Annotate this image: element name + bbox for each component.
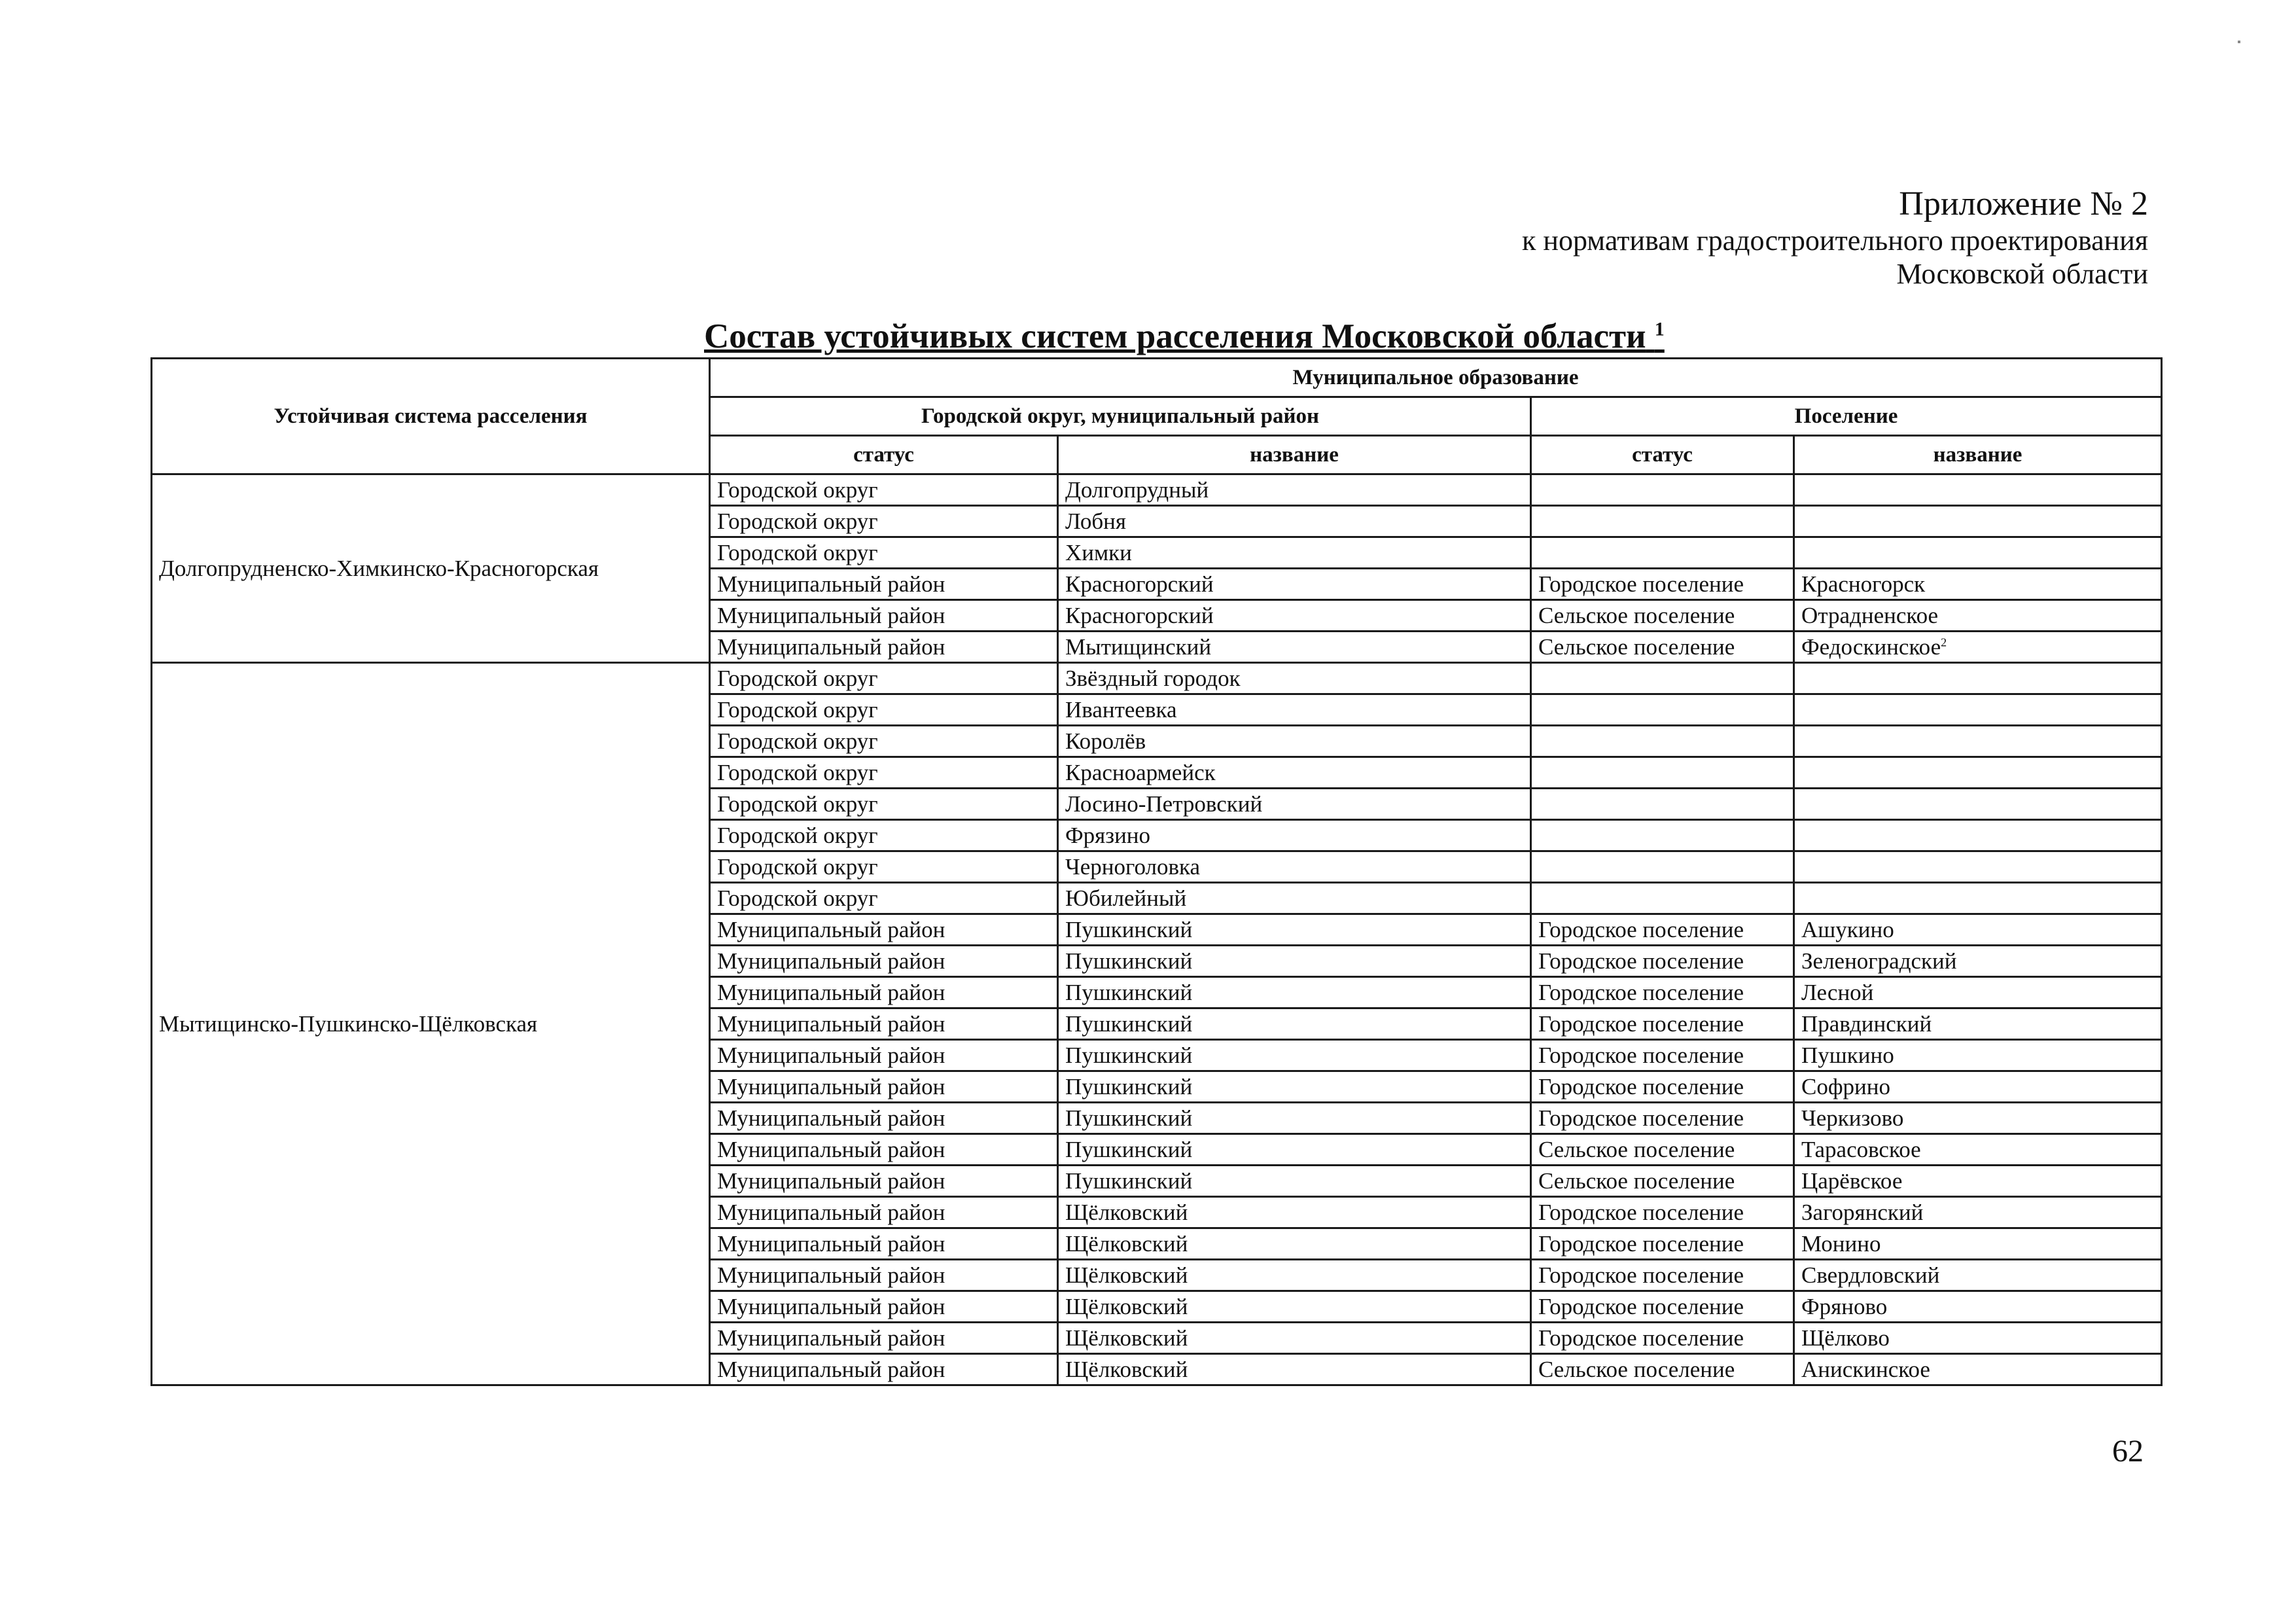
settlement-status-cell-text: Городское поселение (1538, 1262, 1744, 1288)
document-title (704, 317, 1665, 356)
settlement-name-cell (1794, 474, 2162, 506)
settlement-name-cell (1794, 694, 2162, 726)
district-name-cell-text: Щёлковский (1065, 1262, 1188, 1288)
settlement-name-cell-text: Ашукино (1801, 917, 1894, 942)
district-name-cell (1058, 600, 1531, 632)
district-name-cell (1058, 914, 1531, 946)
district-status-cell (710, 632, 1058, 663)
page-number: 62 (2112, 1434, 2144, 1469)
district-name-cell (1058, 1166, 1531, 1197)
settlement-name-cell-text: Царёвское (1801, 1168, 1903, 1194)
district-name-cell (1058, 1040, 1531, 1071)
table-row (152, 663, 2162, 694)
district-status-cell (710, 1323, 1058, 1354)
settlement-name-cell (1794, 506, 2162, 537)
settlement-status-cell (1531, 820, 1794, 851)
header-district-status: статус (710, 436, 1058, 474)
district-name-cell (1058, 977, 1531, 1008)
district-name-cell (1058, 851, 1531, 883)
district-status-cell (710, 600, 1058, 632)
header-settlement: Поселение (1531, 397, 2162, 436)
settlement-status-cell-text: Городское поселение (1538, 980, 1744, 1005)
district-status-cell (710, 914, 1058, 946)
table-row (152, 474, 2162, 506)
settlement-name-cell-text: Софрино (1801, 1074, 1890, 1099)
header-settlement-status: статус (1531, 436, 1794, 474)
settlement-name-cell (1794, 1166, 2162, 1197)
district-name-cell (1058, 537, 1531, 569)
appendix-header (1522, 185, 2148, 291)
settlement-status-cell (1531, 1228, 1794, 1260)
district-status-cell (710, 1040, 1058, 1071)
district-status-cell (710, 1008, 1058, 1040)
settlement-status-cell (1531, 506, 1794, 537)
district-status-cell-text: Городской округ (717, 823, 878, 848)
district-name-cell-text: Щёлковский (1065, 1325, 1188, 1351)
district-status-cell-text: Городской округ (717, 540, 878, 565)
settlement-name-cell-text: Зеленоградский (1801, 948, 1957, 974)
district-name-cell-text: Пушкинский (1065, 1168, 1193, 1194)
district-name-cell (1058, 1008, 1531, 1040)
district-status-cell-text: Муниципальный район (717, 1043, 945, 1068)
settlement-name-cell (1794, 914, 2162, 946)
district-status-cell (710, 474, 1058, 506)
district-name-cell-text: Мытищинский (1065, 634, 1212, 660)
district-status-cell (710, 1228, 1058, 1260)
settlement-status-cell-text: Городское поселение (1538, 1011, 1744, 1037)
settlement-status-cell (1531, 1323, 1794, 1354)
settlement-system-name: Долгопрудненско-Химкинско-Красногорская (152, 474, 710, 663)
table-body (152, 474, 2162, 1385)
settlement-status-cell (1531, 851, 1794, 883)
district-status-cell-text: Муниципальный район (717, 1200, 945, 1225)
district-status-cell-text: Городской округ (717, 477, 878, 503)
district-status-cell (710, 883, 1058, 914)
settlement-name-cell (1794, 1134, 2162, 1166)
district-name-cell (1058, 474, 1531, 506)
district-name-cell (1058, 1354, 1531, 1385)
settlement-systems-table (150, 357, 2163, 1386)
district-status-cell (710, 663, 1058, 694)
settlement-name-cell (1794, 1071, 2162, 1103)
district-name-cell-text: Щёлковский (1065, 1231, 1188, 1257)
district-name-cell-text: Пушкинский (1065, 980, 1193, 1005)
district-status-cell-text: Муниципальный район (717, 980, 945, 1005)
district-status-cell-text: Муниципальный район (717, 917, 945, 942)
district-name-cell-text: Лосино-Петровский (1065, 791, 1263, 817)
settlement-status-cell (1531, 1197, 1794, 1228)
settlement-status-cell-text: Городское поселение (1538, 917, 1744, 942)
document-title-text: Состав устойчивых систем расселения Московской области (704, 317, 1646, 355)
district-name-cell-text: Звёздный городок (1065, 666, 1241, 691)
district-status-cell-text: Городской округ (717, 666, 878, 691)
district-status-cell-text: Муниципальный район (717, 571, 945, 597)
settlement-name-cell-text: Отрадненское (1801, 603, 1939, 628)
header-municipal-formation: Муниципальное образование (710, 359, 2162, 397)
district-status-cell (710, 851, 1058, 883)
district-name-cell-text: Ивантеевка (1065, 697, 1177, 722)
settlement-status-cell (1531, 694, 1794, 726)
header-settlement-name: название (1794, 436, 2162, 474)
settlement-name-cell-text: Загорянский (1801, 1200, 1924, 1225)
district-name-cell (1058, 632, 1531, 663)
district-status-cell (710, 694, 1058, 726)
settlement-name-cell-text: Пушкино (1801, 1043, 1894, 1068)
district-name-cell-text: Щёлковский (1065, 1357, 1188, 1382)
settlement-status-cell (1531, 946, 1794, 977)
district-name-cell-text: Лобня (1065, 508, 1127, 534)
settlement-status-cell (1531, 1103, 1794, 1134)
district-status-cell (710, 1103, 1058, 1134)
district-status-cell-text: Муниципальный район (717, 1231, 945, 1257)
settlement-status-cell-text: Городское поселение (1538, 1105, 1744, 1131)
settlement-name-cell-text: Анискинское (1801, 1357, 1930, 1382)
settlement-status-cell (1531, 757, 1794, 789)
settlement-name-cell (1794, 1040, 2162, 1071)
header-settlement-system: Устойчивая система расселения (152, 359, 710, 474)
settlement-name-cell-text: Правдинский (1801, 1011, 1932, 1037)
district-name-cell-text: Красногорский (1065, 571, 1214, 597)
settlement-status-cell (1531, 914, 1794, 946)
settlement-name-cell (1794, 757, 2162, 789)
settlement-name-cell (1794, 789, 2162, 820)
district-name-cell (1058, 506, 1531, 537)
district-status-cell-text: Муниципальный район (717, 1105, 945, 1131)
district-name-cell (1058, 820, 1531, 851)
district-name-cell-text: Щёлковский (1065, 1294, 1188, 1319)
settlement-status-cell-text: Городское поселение (1538, 1231, 1744, 1257)
district-name-cell (1058, 1260, 1531, 1291)
settlement-name-cell-text: Федоскинское (1801, 634, 1941, 660)
district-name-cell-text: Фрязино (1065, 823, 1151, 848)
settlement-status-cell (1531, 726, 1794, 757)
district-status-cell-text: Городской округ (717, 885, 878, 911)
district-status-cell-text: Муниципальный район (717, 1262, 945, 1288)
district-name-cell (1058, 569, 1531, 600)
settlement-name-cell-text: Черкизово (1801, 1105, 1904, 1131)
header-row-1 (152, 359, 2162, 397)
district-status-cell (710, 977, 1058, 1008)
settlement-status-cell-text: Сельское поселение (1538, 1357, 1735, 1382)
settlement-name-cell (1794, 569, 2162, 600)
district-name-cell (1058, 1291, 1531, 1323)
appendix-region: Московской области (1896, 258, 2148, 290)
settlement-status-cell (1531, 1354, 1794, 1385)
settlement-name-cell-text: Фряново (1801, 1294, 1888, 1319)
district-name-cell (1058, 1228, 1531, 1260)
settlement-status-cell (1531, 1291, 1794, 1323)
appendix-subtitle: к нормативам градостроительного проектирования (1522, 224, 2148, 257)
settlement-status-cell (1531, 1134, 1794, 1166)
district-status-cell (710, 569, 1058, 600)
settlement-name-cell (1794, 726, 2162, 757)
settlement-status-cell-text: Сельское поселение (1538, 634, 1735, 660)
district-status-cell-text: Городской округ (717, 697, 878, 722)
settlement-status-cell-text: Городское поселение (1538, 1325, 1744, 1351)
district-name-cell (1058, 663, 1531, 694)
district-name-cell-text: Черноголовка (1065, 854, 1201, 880)
settlement-name-cell (1794, 1323, 2162, 1354)
settlement-status-cell (1531, 977, 1794, 1008)
district-status-cell-text: Муниципальный район (717, 634, 945, 660)
settlement-status-cell-text: Городское поселение (1538, 1200, 1744, 1225)
settlement-status-cell (1531, 1040, 1794, 1071)
district-status-cell (710, 820, 1058, 851)
settlement-name-cell-text: Лесной (1801, 980, 1874, 1005)
settlement-status-cell (1531, 1260, 1794, 1291)
settlement-name-cell (1794, 1197, 2162, 1228)
district-status-cell-text: Муниципальный район (717, 1294, 945, 1319)
settlement-name-cell (1794, 1008, 2162, 1040)
settlement-status-cell-text: Сельское поселение (1538, 1137, 1735, 1162)
district-name-cell (1058, 1323, 1531, 1354)
settlement-system-name: Мытищинско-Пушкинско-Щёлковская (152, 663, 710, 1385)
district-status-cell-text: Городской округ (717, 728, 878, 754)
district-name-cell-text: Красноармейск (1065, 760, 1216, 785)
settlement-status-cell (1531, 1008, 1794, 1040)
district-status-cell (710, 789, 1058, 820)
settlement-footnote-marker: 2 (1941, 635, 1947, 649)
district-name-cell (1058, 1071, 1531, 1103)
district-name-cell (1058, 883, 1531, 914)
district-status-cell (710, 946, 1058, 977)
district-status-cell-text: Муниципальный район (717, 1325, 945, 1351)
settlement-status-cell-text: Городское поселение (1538, 1294, 1744, 1319)
district-name-cell (1058, 946, 1531, 977)
district-status-cell-text: Муниципальный район (717, 1074, 945, 1099)
district-status-cell-text: Муниципальный район (717, 948, 945, 974)
district-status-cell (710, 757, 1058, 789)
appendix-title: Приложение № 2 (1899, 185, 2148, 223)
settlement-name-cell (1794, 1291, 2162, 1323)
district-status-cell (710, 1071, 1058, 1103)
district-status-cell-text: Городской округ (717, 508, 878, 534)
settlement-status-cell (1531, 474, 1794, 506)
district-name-cell-text: Пушкинский (1065, 1074, 1193, 1099)
settlement-name-cell (1794, 883, 2162, 914)
district-name-cell-text: Пушкинский (1065, 1137, 1193, 1162)
settlement-name-cell (1794, 820, 2162, 851)
settlement-status-cell-text: Сельское поселение (1538, 1168, 1735, 1194)
district-name-cell (1058, 1103, 1531, 1134)
district-status-cell-text: Муниципальный район (717, 1168, 945, 1194)
district-status-cell (710, 1197, 1058, 1228)
district-name-cell (1058, 757, 1531, 789)
title-footnote-marker: 1 (1654, 318, 1665, 340)
settlement-status-cell-text: Городское поселение (1538, 948, 1744, 974)
district-status-cell-text: Городской округ (717, 854, 878, 880)
district-name-cell (1058, 694, 1531, 726)
district-status-cell-text: Городской округ (717, 760, 878, 785)
settlement-status-cell (1531, 1071, 1794, 1103)
district-name-cell (1058, 1197, 1531, 1228)
district-name-cell-text: Щёлковский (1065, 1200, 1188, 1225)
district-name-cell-text: Пушкинский (1065, 1043, 1193, 1068)
header-district: Городской округ, муниципальный район (710, 397, 1531, 436)
settlement-name-cell (1794, 946, 2162, 977)
district-status-cell (710, 1354, 1058, 1385)
district-status-cell-text: Городской округ (717, 791, 878, 817)
district-status-cell-text: Муниципальный район (717, 603, 945, 628)
district-status-cell-text: Муниципальный район (717, 1357, 945, 1382)
settlement-name-cell-text: Монино (1801, 1231, 1881, 1257)
district-name-cell-text: Королёв (1065, 728, 1146, 754)
district-name-cell-text: Пушкинский (1065, 948, 1193, 974)
settlement-status-cell-text: Городское поселение (1538, 1074, 1744, 1099)
settlement-name-cell-text: Щёлково (1801, 1325, 1890, 1351)
settlement-status-cell (1531, 569, 1794, 600)
settlement-status-cell (1531, 883, 1794, 914)
district-name-cell-text: Юбилейный (1065, 885, 1187, 911)
settlement-name-cell (1794, 1354, 2162, 1385)
settlement-name-cell (1794, 977, 2162, 1008)
settlement-status-cell-text: Городское поселение (1538, 571, 1744, 597)
settlement-status-cell (1531, 1166, 1794, 1197)
settlement-status-cell (1531, 789, 1794, 820)
settlement-name-cell-text: Свердловский (1801, 1262, 1940, 1288)
district-status-cell (710, 726, 1058, 757)
settlement-status-cell-text: Сельское поселение (1538, 603, 1735, 628)
settlement-status-cell (1531, 632, 1794, 663)
district-name-cell-text: Пушкинский (1065, 1105, 1193, 1131)
district-name-cell-text: Красногорский (1065, 603, 1214, 628)
scan-speck (2238, 41, 2240, 43)
settlement-name-cell (1794, 537, 2162, 569)
header-district-name: название (1058, 436, 1531, 474)
district-status-cell (710, 1166, 1058, 1197)
settlement-name-cell-text: Тарасовское (1801, 1137, 1921, 1162)
district-name-cell (1058, 726, 1531, 757)
district-name-cell-text: Долгопрудный (1065, 477, 1209, 503)
district-name-cell-text: Химки (1065, 540, 1132, 565)
settlement-status-cell-text: Городское поселение (1538, 1043, 1744, 1068)
settlement-name-cell (1794, 1260, 2162, 1291)
district-status-cell (710, 537, 1058, 569)
district-name-cell (1058, 1134, 1531, 1166)
district-name-cell-text: Пушкинский (1065, 917, 1193, 942)
district-name-cell-text: Пушкинский (1065, 1011, 1193, 1037)
settlement-name-cell (1794, 851, 2162, 883)
district-name-cell (1058, 789, 1531, 820)
settlement-status-cell (1531, 600, 1794, 632)
settlement-name-cell (1794, 1228, 2162, 1260)
district-status-cell-text: Муниципальный район (717, 1137, 945, 1162)
district-status-cell (710, 1291, 1058, 1323)
settlement-name-cell (1794, 1103, 2162, 1134)
settlement-status-cell (1531, 537, 1794, 569)
district-status-cell (710, 506, 1058, 537)
district-status-cell (710, 1260, 1058, 1291)
settlement-status-cell (1531, 663, 1794, 694)
settlement-name-cell-text: Красногорск (1801, 571, 1926, 597)
district-status-cell-text: Муниципальный район (717, 1011, 945, 1037)
settlement-name-cell (1794, 663, 2162, 694)
district-status-cell (710, 1134, 1058, 1166)
settlement-name-cell (1794, 632, 2162, 663)
settlement-name-cell (1794, 600, 2162, 632)
